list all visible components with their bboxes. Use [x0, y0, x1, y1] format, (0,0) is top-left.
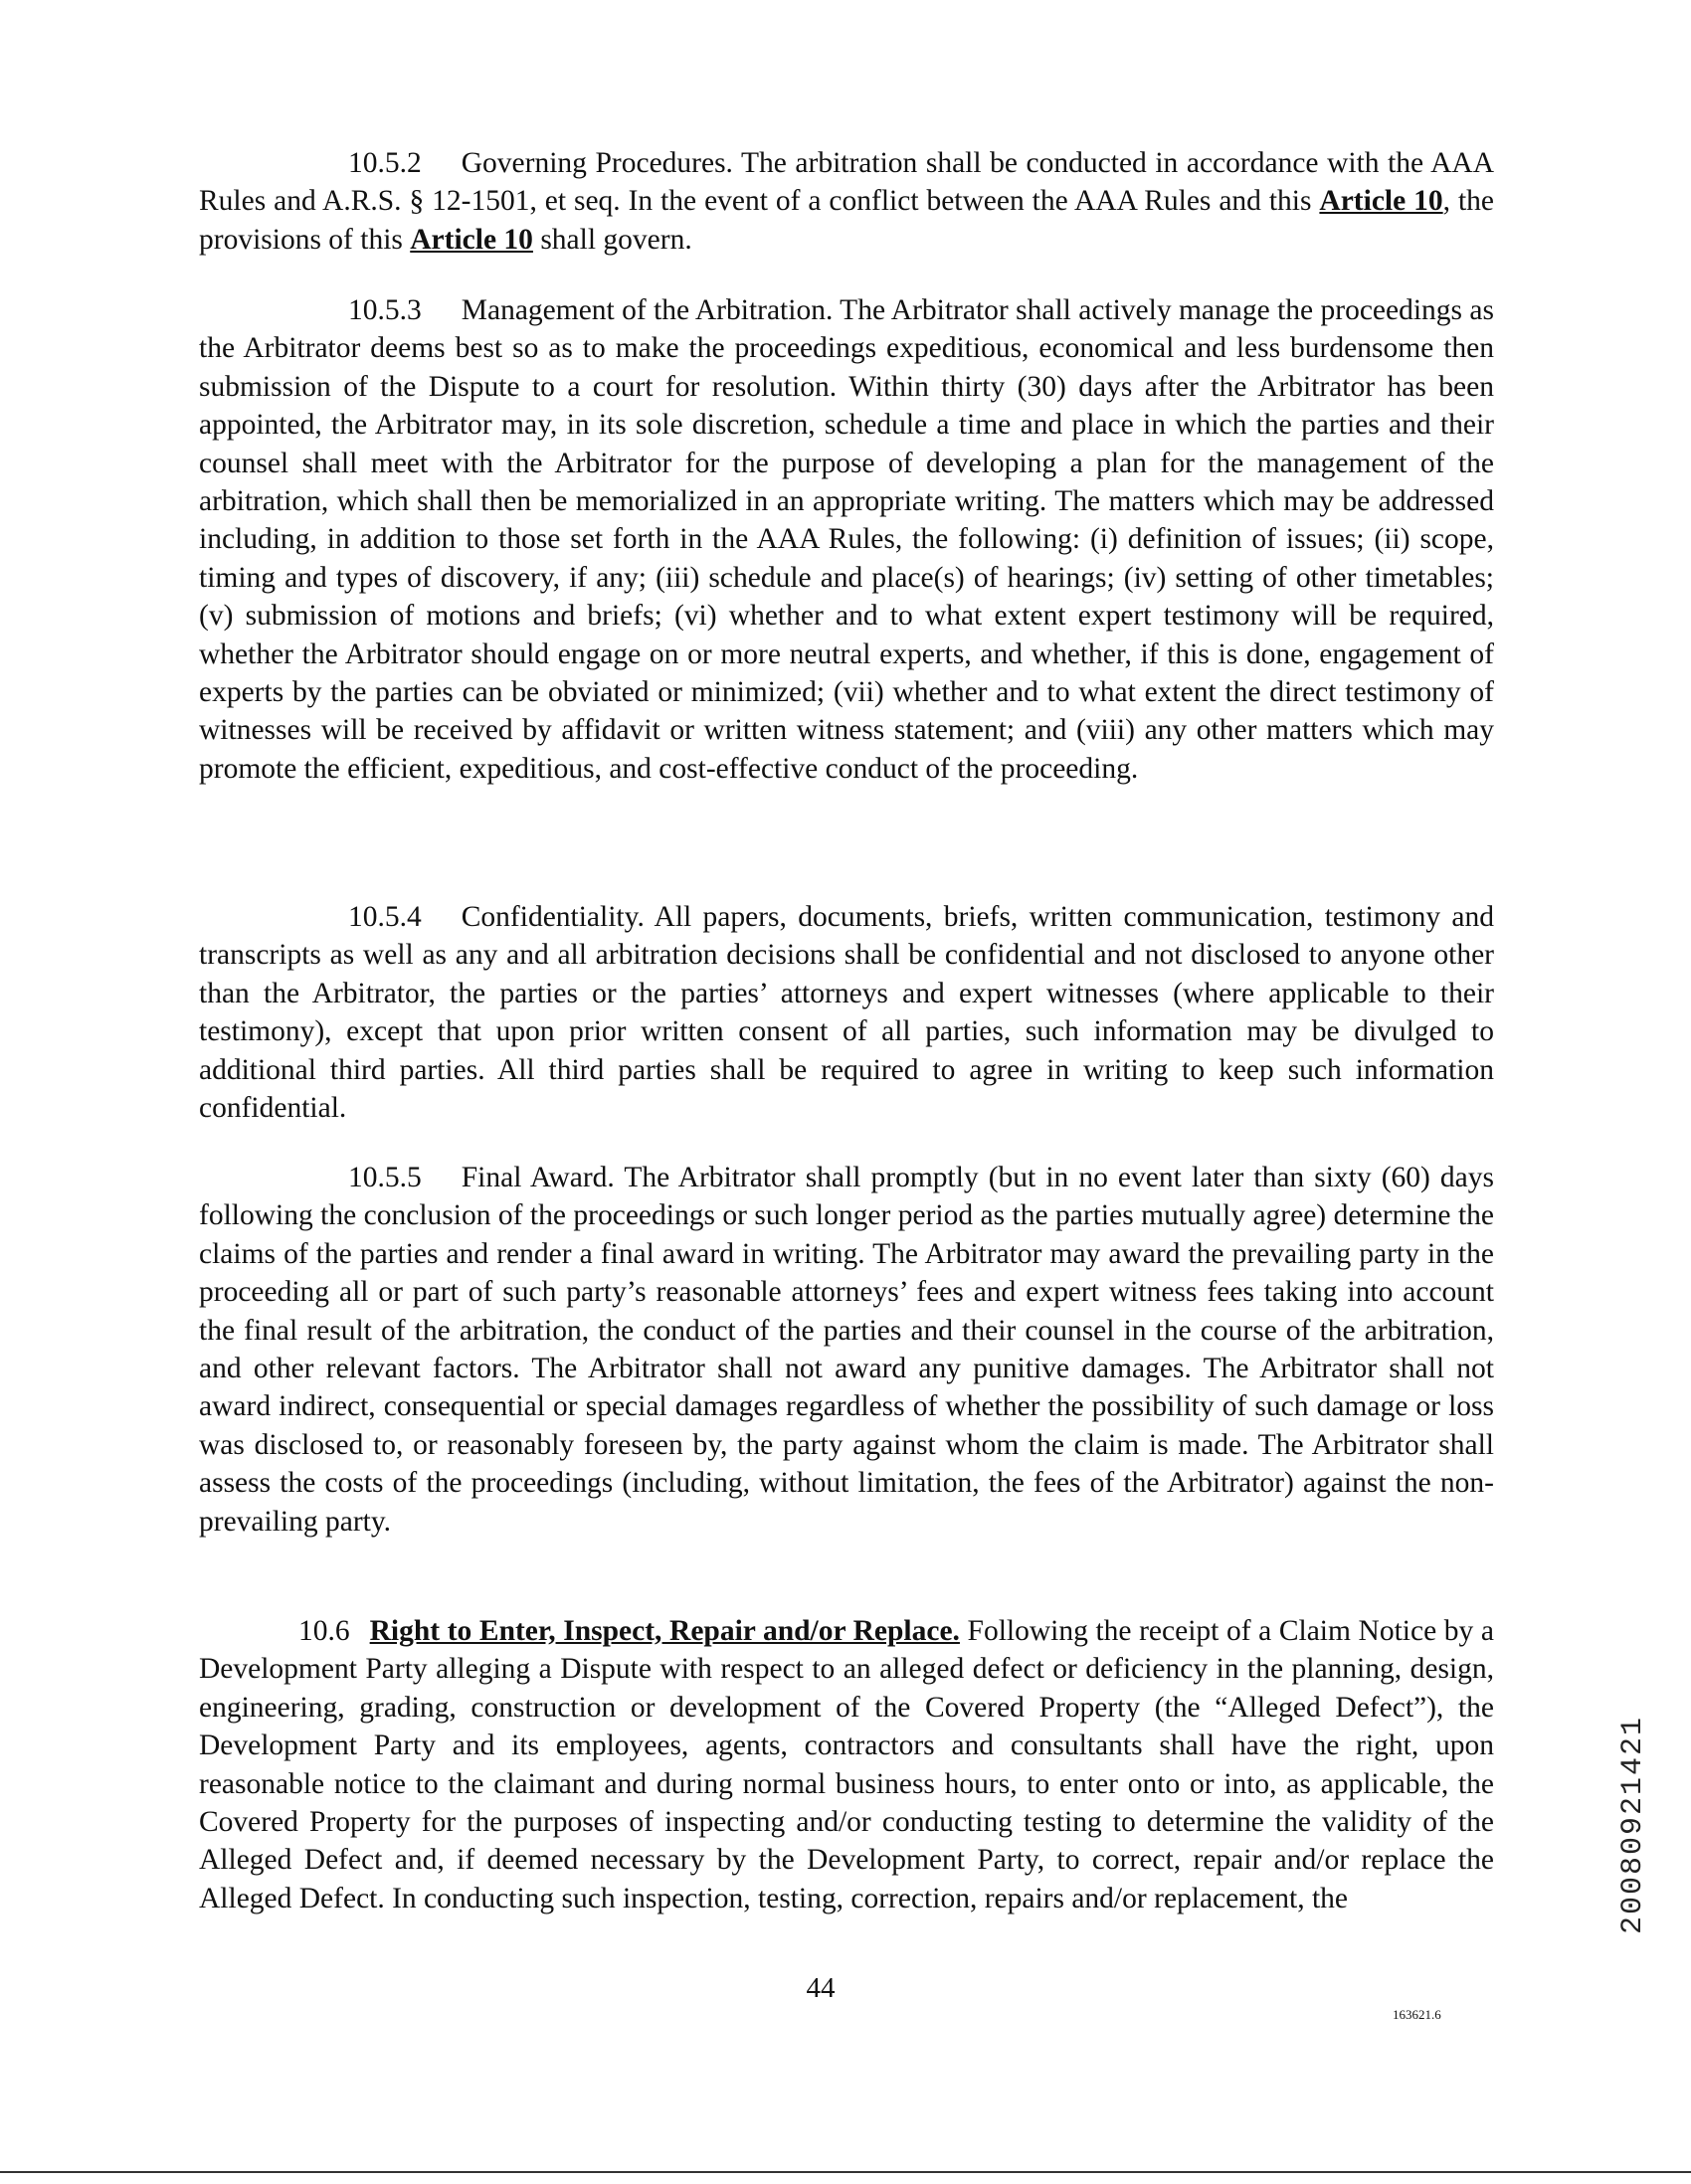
section-number: 10.6	[298, 1615, 350, 1647]
paragraph-10-5-5	[199, 1159, 1494, 1541]
paragraph-text: shall govern.	[532, 223, 692, 256]
section-heading: Final Award.	[461, 1162, 615, 1193]
document-id: 163621.6	[1393, 2007, 1441, 2022]
article-reference-link[interactable]: Article 10	[1319, 185, 1443, 218]
paragraph-10-5-2	[199, 144, 1494, 259]
section-number: 10.5.5	[348, 1162, 422, 1193]
paragraph-text: The Arbitrator shall promptly (but in no event later than sixty (60) days following the conclusion of the proceedings or such longer period as the parties mutually agree) determine the claims of the parties and render a final award in writing. The Arbitrator may award the prevailing party in the proceeding all or part of such party’s reasonable attorneys’ fees and expert witness fees taking into account the final result of the arbitration, the conduct of the parties and their counsel in the course of the arbitration, and other relevant factors. The Arbitrator shall not award any punitive damages. The Arbitrator shall not award indirect, consequential or special damages regardless of whether the possibility of such damage or loss was disclosed to, or reasonably foreseen by, the party against whom the claim is made. The Arbitrator shall assess the costs of the proceedings (including, without limitation, the fees of the Arbitrator) against the non-prevailing party.	[199, 1162, 1494, 1538]
paragraph-text: The arbitration shall be conducted in accordance with the AAA Rules and A.R.S. § 12-1501, et seq. In the event of a conflict between the AAA Rules and this	[199, 147, 1494, 218]
section-heading: Governing Procedures.	[461, 147, 733, 179]
recording-number-stamp: 20080921421	[1616, 1715, 1650, 1934]
section-number: 10.5.4	[348, 901, 422, 933]
paragraph-text: Following the receipt of a Claim Notice by a Development Party alleging a Dispute with respect to an alleged defect or deficiency in the planning, design, engineering, grading, construction or development of the Covered Property (the “Alleged Defect”), the Development Party and its employees, agents, contractors and consultants shall have the right, upon reasonable notice to the claimant and during normal business hours, to enter onto or into, as applicable, the Covered Property for the purposes of inspecting and/or conducting testing to determine the validity of the Alleged Defect and, if deemed necessary by the Development Party, to correct, repair and/or replace the Alleged Defect. In conducting such inspection, testing, correction, repairs and/or replacement, the	[199, 1615, 1494, 1914]
bottom-rule	[0, 2171, 1691, 2173]
paragraph-10-6	[199, 1612, 1494, 1917]
paragraph-text: The Arbitrator shall actively manage the proceedings as the Arbitrator deems best so as to make the proceedings expeditious, economical and less burdensome then submission of the Dispute to a court for resolution. Within thirty (30) days after the Arbitrator has been appointed, the Arbitrator may, in its sole discretion, schedule a time and place in which the parties and their counsel shall meet with the Arbitrator for the purpose of developing a plan for the management of the arbitration, which shall then be memorialized in an appropriate writing. The matters which may be addressed including, in addition to those set forth in the AAA Rules, the following: (i) definition of issues; (ii) scope, timing and types of discovery, if any; (iii) schedule and place(s) of hearings; (iv) setting of other timetables; (v) submission of motions and briefs; (vi) whether and to what extent expert testimony will be required, whether the Arbitrator should engage on or more neutral experts, and whether, if this is done, engagement of experts by the parties can be obviated or minimized; (vii) whether and to what extent the direct testimony of witnesses will be received by affidavit or written witness statement; and (viii) any other matters which may promote the efficient, expeditious, and cost-effective conduct of the proceeding.	[199, 294, 1494, 785]
article-reference-link[interactable]: Article 10	[410, 223, 533, 256]
section-heading: Confidentiality.	[461, 901, 645, 933]
section-heading: Right to Enter, Inspect, Repair and/or Replace.	[369, 1615, 960, 1647]
section-number: 10.5.2	[348, 147, 422, 179]
section-heading: Management of the Arbitration.	[461, 294, 834, 326]
section-number: 10.5.3	[348, 294, 422, 326]
paragraph-10-5-4	[199, 898, 1494, 1127]
paragraph-10-5-3	[199, 291, 1494, 788]
page-number: 44	[806, 1972, 836, 2004]
paragraph-text: All papers, documents, briefs, written communication, testimony and transcripts as well as any and all arbitration decisions shall be confidential and not disclosed to anyone other than the Arbitrator, the parties or the parties’ attorneys and expert witnesses (where applicable to their testimony), except that upon prior written consent of all parties, such information may be divulged to additional third parties. All third parties shall be required to agree in writing to keep such information confidential.	[199, 901, 1494, 1125]
paragraph-text: , the provisions of this	[199, 185, 1494, 256]
